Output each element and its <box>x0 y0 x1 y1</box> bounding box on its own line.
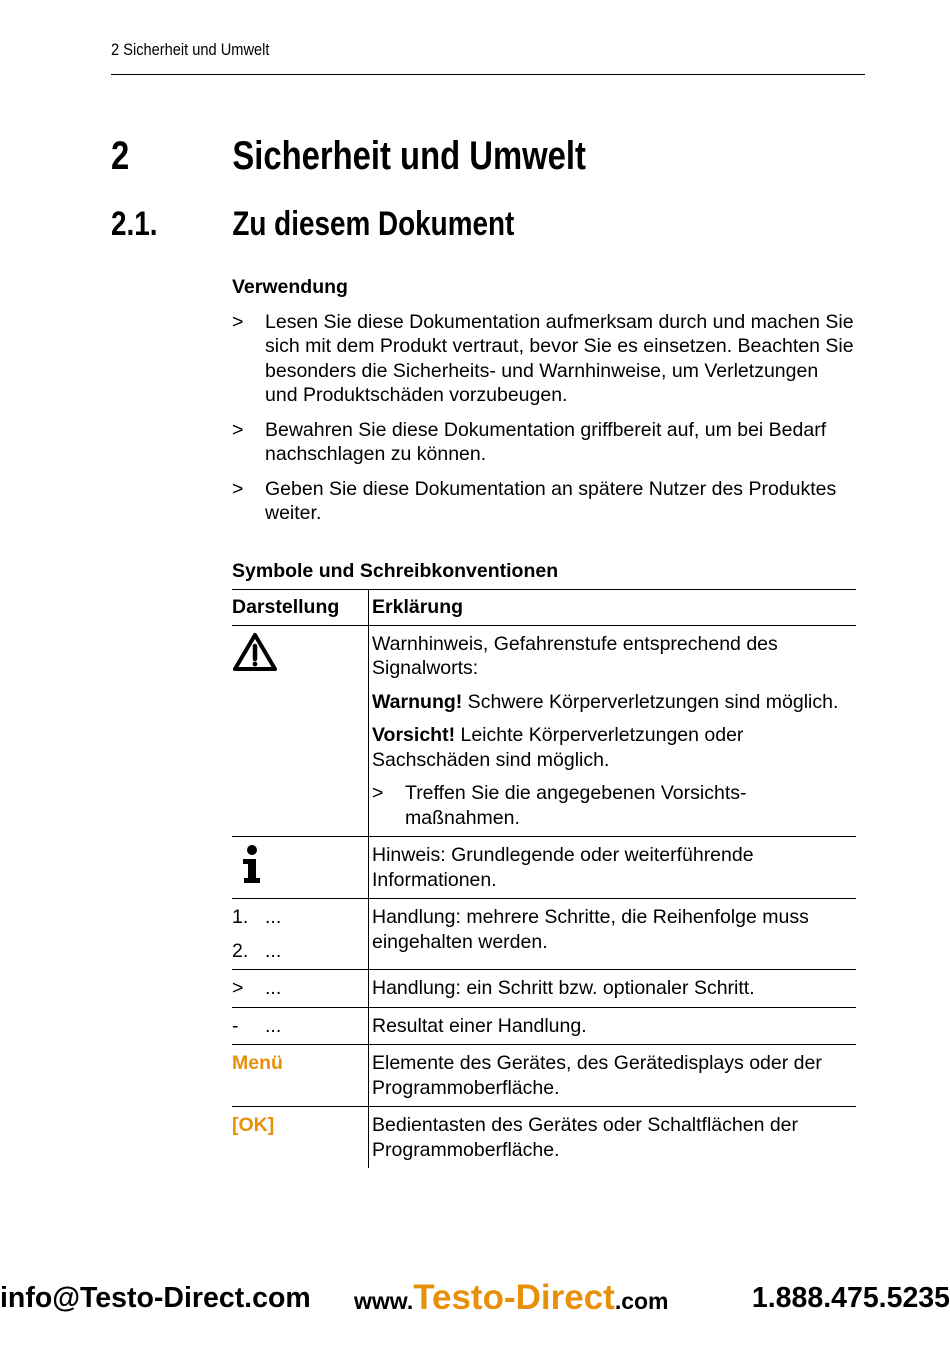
steps-text: Handlung: mehrere Schritte, die Reihenfolge muss eingehalten werden. <box>372 906 809 953</box>
column-header-erklaerung: Erklärung <box>372 596 464 618</box>
web-brand: Testo-Direct <box>413 1278 615 1317</box>
warning-intro: Warnhinweis, Gefahrenstufe entsprechend des Signalworts: <box>372 632 778 679</box>
warning-vorsicht <box>372 723 856 772</box>
vorsicht-text: Leichte Körperverletzungen oder Sachschäden sind möglich. <box>372 724 744 771</box>
single-step-text: Handlung: ein Schritt bzw. optionaler Schritt. <box>372 977 755 999</box>
table-row-menu <box>232 1045 856 1107</box>
table-row-result <box>232 1007 856 1045</box>
usage-item <box>232 418 856 467</box>
web-prefix: www. <box>354 1288 414 1314</box>
footer-phone: 1.888.475.5235 <box>751 1282 950 1314</box>
chapter-heading <box>111 134 586 179</box>
usage-item-text: Lesen Sie diese Dokumentation aufmerksam durch und machen Sie sich mit dem Produkt vertraut, bevor Sie es einsetzen. Beachten Sie besonders die Sicherheits- und Warnhinweise, um Verletzungen und Produktschäden vorzubeugen. <box>265 310 854 406</box>
warning-warnung <box>372 690 856 715</box>
warnung-label: Warnung! <box>372 690 463 713</box>
symbols-table <box>232 589 856 1168</box>
usage-heading: Verwendung <box>232 276 348 298</box>
table-header-row <box>232 590 856 626</box>
step-2: 2. ... <box>232 939 282 962</box>
chapter-title: Sicherheit und Umwelt <box>232 134 586 178</box>
running-header: 2 Sicherheit und Umwelt <box>111 40 270 59</box>
footer-website[interactable] <box>354 1278 669 1318</box>
menu-label: Menü <box>232 1052 283 1074</box>
usage-item <box>232 310 856 408</box>
bullet-mark: > <box>232 477 244 500</box>
menu-text: Elemente des Gerätes, des Gerätedisplays oder der Programmoberfläche. <box>372 1052 822 1099</box>
table-row-warning <box>232 625 856 837</box>
result-text: Resultat einer Handlung. <box>372 1014 587 1037</box>
table-row-ok <box>232 1107 856 1169</box>
usage-item <box>232 477 856 526</box>
column-header-darstellung: Darstellung <box>232 590 369 626</box>
section-title: Zu diesem Dokument <box>232 205 515 243</box>
ok-text: Bedientasten des Gerätes oder Schaltflächen der Programmoberfläche. <box>372 1114 799 1161</box>
info-icon <box>232 843 272 885</box>
table-row-info <box>232 837 856 899</box>
table-row-steps <box>232 899 856 970</box>
result-mark: - ... <box>232 1014 282 1037</box>
warnung-text: Schwere Körperverletzungen sind möglich. <box>462 690 839 713</box>
content <box>232 275 856 1168</box>
section-heading <box>111 205 514 244</box>
bullet-mark: > <box>372 782 384 804</box>
usage-item-text: Bewahren Sie diese Dokumentation griffbereit auf, um bei Bedarf nachschlagen zu können. <box>265 418 827 465</box>
table-row-single-step <box>232 970 856 1008</box>
info-text: Hinweis: Grundlegende oder weiterführende Informationen. <box>372 844 754 891</box>
warning-triangle-icon <box>232 632 278 672</box>
web-suffix: .com <box>614 1288 669 1314</box>
usage-item-text: Geben Sie diese Dokumentation an spätere Nutzer des Produktes weiter. <box>265 477 837 524</box>
warning-action-text: Treffen Sie die angegebenen Vorsichts-maßnahmen. <box>405 782 747 829</box>
footer-email[interactable]: info@Testo-Direct.com <box>0 1282 311 1314</box>
symbols-heading: Symbole und Schreibkonventionen <box>232 559 559 582</box>
vorsicht-label: Vorsicht! <box>372 724 456 746</box>
warning-action <box>372 781 856 830</box>
chapter-number: 2 <box>111 134 130 178</box>
bullet-mark: > <box>232 310 244 333</box>
section-number: 2.1. <box>111 205 158 243</box>
bullet-mark: > <box>232 418 244 441</box>
footer-banner <box>0 1278 950 1318</box>
header-rule <box>111 74 865 75</box>
ok-label: [OK] <box>232 1114 275 1136</box>
single-step: > ... <box>232 977 282 999</box>
step-1: 1. ... <box>232 906 282 928</box>
